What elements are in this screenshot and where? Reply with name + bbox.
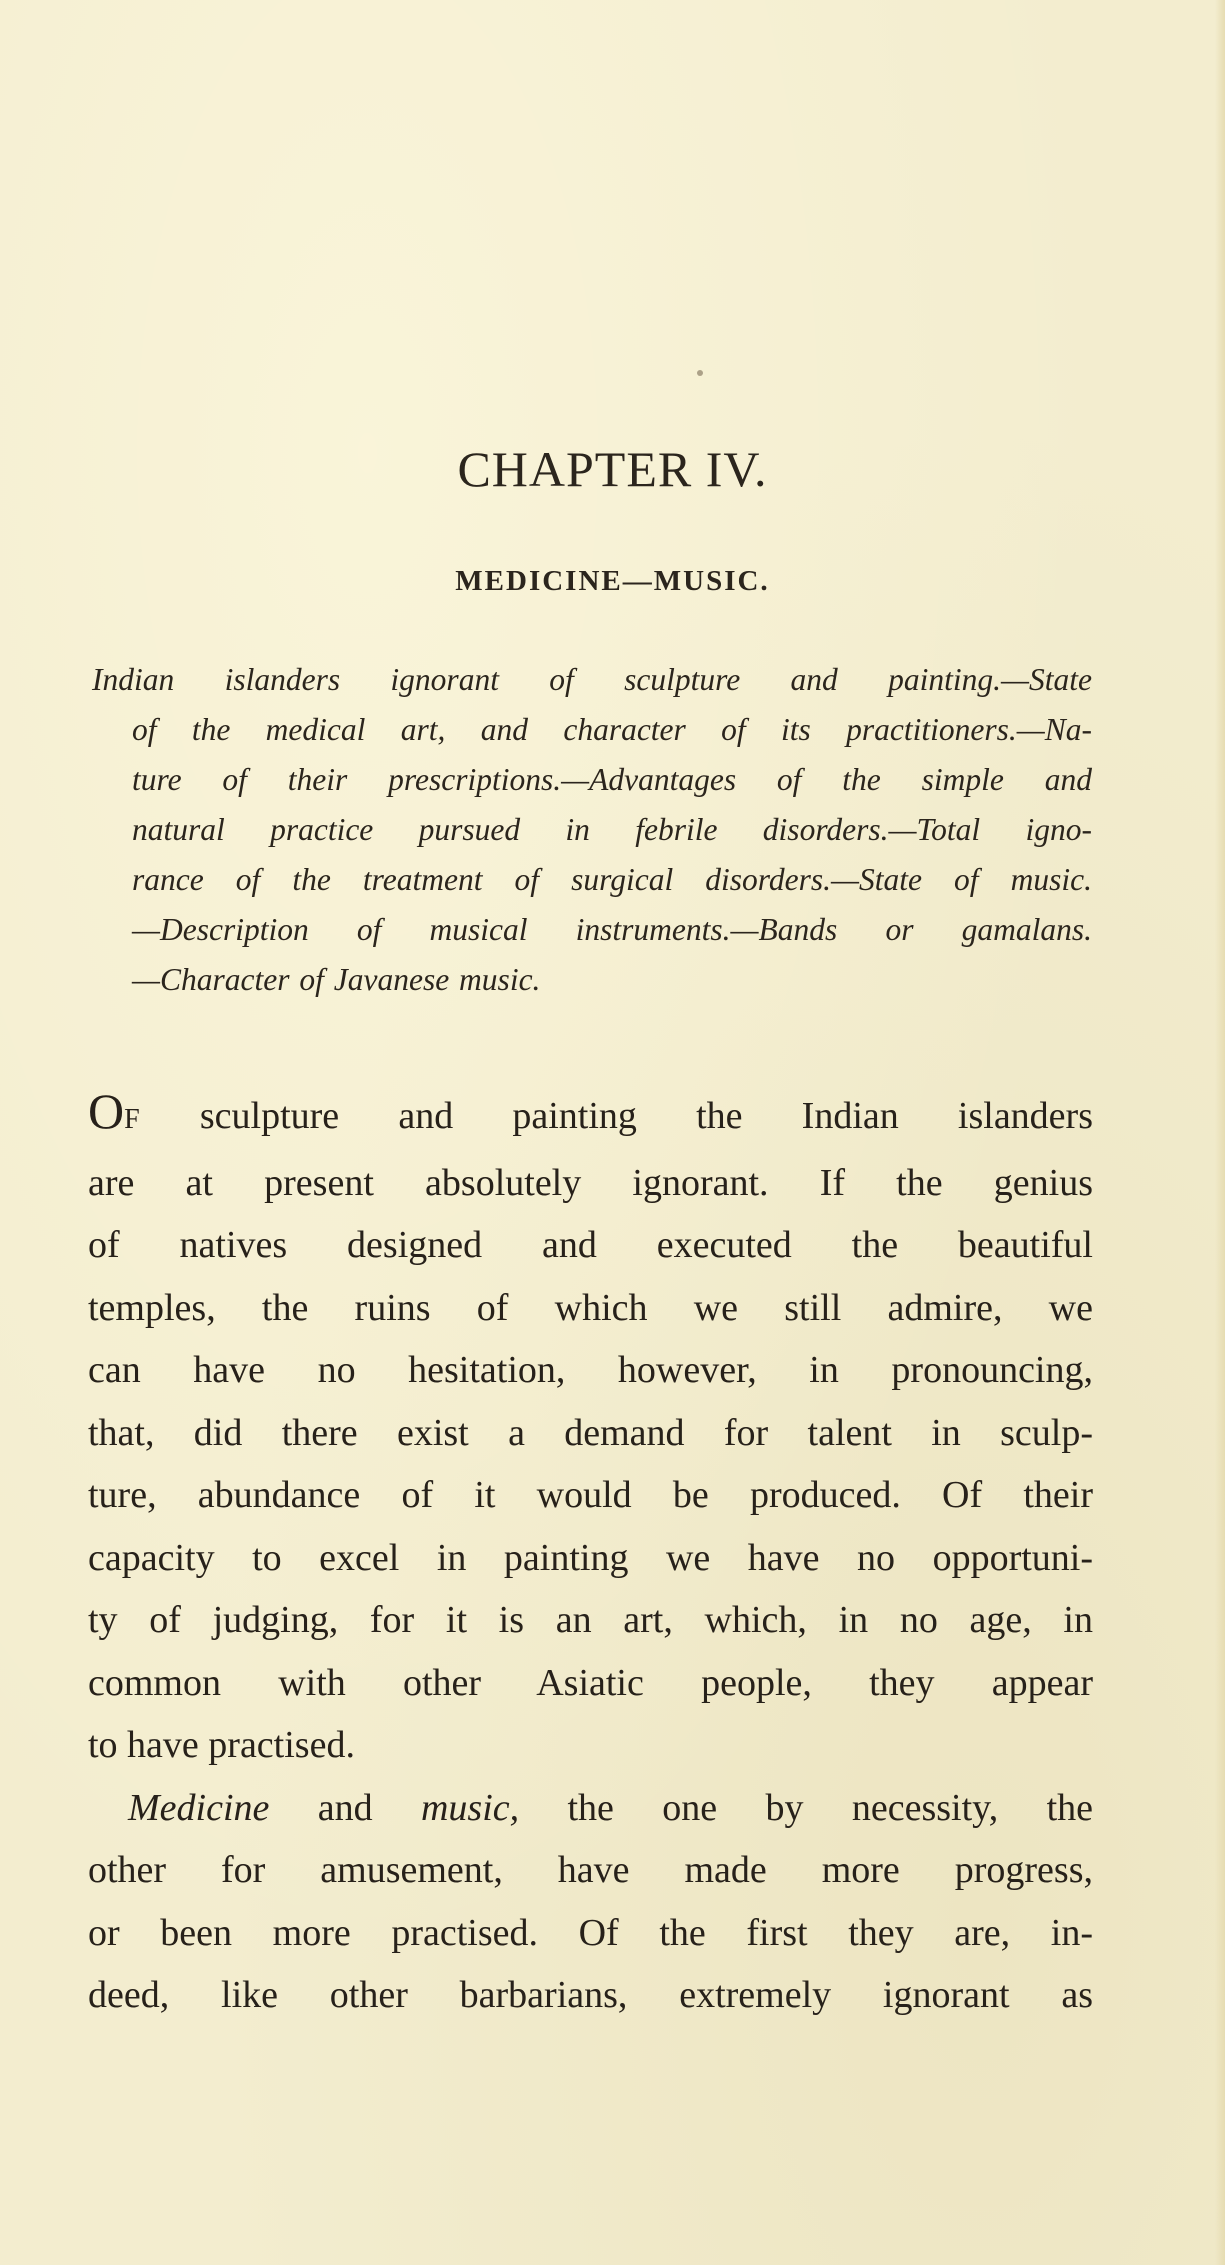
body-line: deed, like other barbarians, extremely ignorant as: [88, 1974, 1093, 2016]
small-caps: F: [124, 1104, 141, 1135]
summary-line: natural practice pursued in febrile disorders.—Total igno-: [132, 812, 1092, 847]
body-line: to have practised.: [88, 1724, 355, 1766]
body-line: or been more practised. Of the first they are, in-: [88, 1911, 1093, 1954]
chapter-subtitle: MEDICINE—MUSIC.: [455, 565, 770, 597]
body-line: common with other Asiatic people, they appear: [88, 1661, 1093, 1704]
body-line: ty of judging, for it is an art, which, in no age, in: [88, 1599, 1093, 1641]
summary-line: of the medical art, and character of its practitioners.—Na-: [132, 712, 1092, 747]
body-text: [88, 1080, 1093, 2027]
summary-line: Indian islanders ignorant of sculpture and painting.—State: [92, 662, 1092, 697]
body-line-text: sculpture and painting the Indian islanders: [140, 1095, 1093, 1137]
chapter-summary: [92, 655, 1092, 1005]
body-line-text: the one by necessity, the: [519, 1786, 1093, 1829]
body-line: temples, the ruins of which we still admire, we: [88, 1286, 1093, 1329]
page-edge: [1215, 0, 1225, 2265]
body-line: can have no hesitation, however, in pronouncing,: [88, 1349, 1093, 1391]
ink-speck: [697, 370, 703, 376]
summary-line: rance of the treatment of surgical disorders.—State of music.: [132, 862, 1092, 897]
body-line: of natives designed and executed the beautiful: [88, 1224, 1093, 1266]
body-line: that, did there exist a demand for talent in sculp-: [88, 1411, 1093, 1454]
summary-line: ture of their prescriptions.—Advantages of the simple and: [132, 762, 1092, 797]
body-line: capacity to excel in painting we have no opportuni-: [88, 1536, 1093, 1579]
summary-line: —Description of musical instruments.—Bands or gamalans.: [132, 912, 1092, 947]
body-line-text: and: [269, 1786, 421, 1829]
body-line: [88, 1777, 1093, 1840]
body-line: [88, 1080, 1093, 1152]
chapter-title: CHAPTER IV.: [457, 441, 768, 497]
summary-line: —Character of Javanese music.: [132, 962, 541, 997]
body-line: ture, abundance of it would be produced. Of their: [88, 1474, 1093, 1516]
italic-word: music,: [420, 1786, 520, 1829]
body-line: other for amusement, have made more progress,: [88, 1849, 1093, 1891]
body-line: are at present absolutely ignorant. If the genius: [88, 1161, 1093, 1204]
drop-cap: O: [88, 1083, 125, 1139]
italic-word: Medicine: [128, 1786, 270, 1829]
